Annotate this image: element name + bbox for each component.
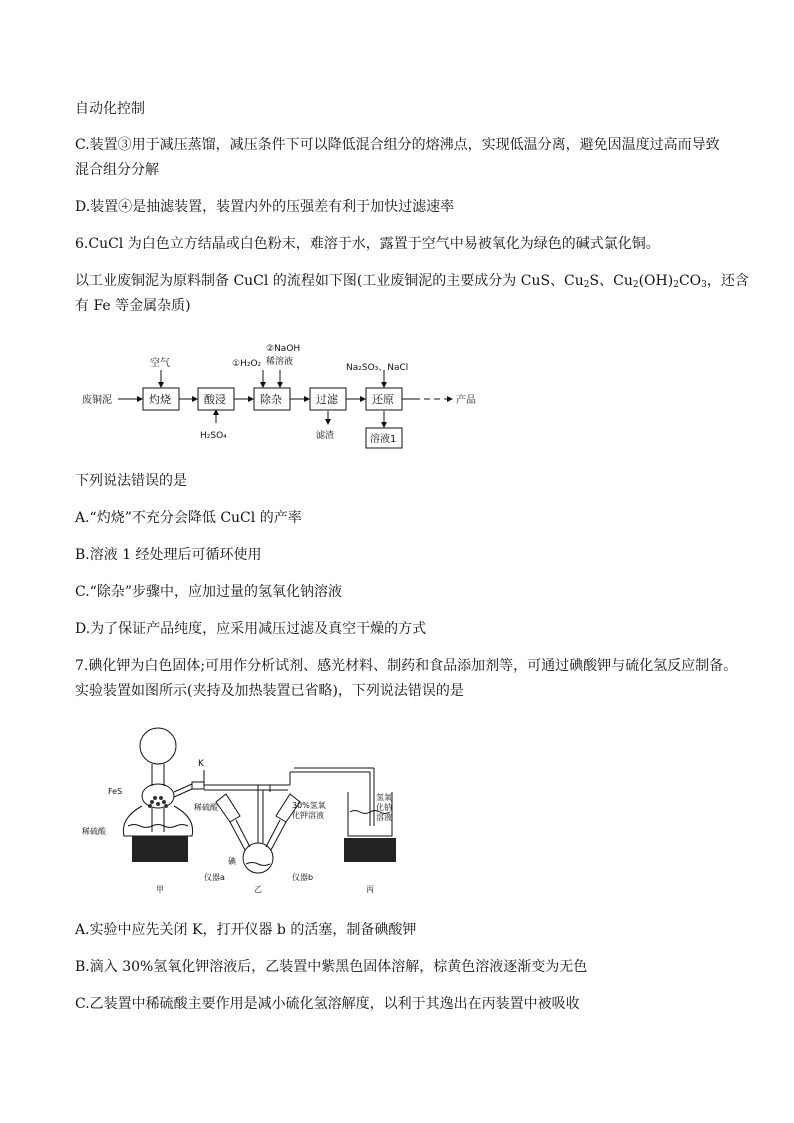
- label-dilute-acid-middle: 稀硫酸: [194, 803, 218, 812]
- label-naoh-1: 氢氧: [376, 793, 392, 802]
- question-7-stem: 7.碘化钾为白色固体;可用作分析试剂、感光材料、制药和食品添加剂等，可通过碘酸钾与硫化氢反应制备。: [75, 658, 738, 674]
- question-6-prompt: 下列说法错误的是: [75, 473, 187, 489]
- label-naoh-3: 溶液: [376, 813, 392, 822]
- question-6-text: 以工业废铜泥为原料制备 CuCl 的流程如下图(工业废铜泥的主要成分为 CuS、$Cu_2S$、$Cu_2(OH)_2CO_3$，还含: [75, 273, 749, 290]
- flow-step1-label: 灼烧: [149, 393, 171, 406]
- option-c-line: C.乙装置中稀硫酸主要作用是减小硫化氢溶解度，以利于其逸出在丙装置中被吸收: [75, 996, 580, 1012]
- lab-apparatus-diagram: [80, 722, 420, 898]
- label-naoh-2: 化钠: [376, 803, 392, 812]
- text-line: 混合组分分解: [75, 162, 159, 178]
- label-fes: FeS: [108, 787, 123, 796]
- label-jia: 甲: [156, 885, 164, 894]
- flow-step4-label: 过滤: [316, 393, 338, 406]
- label-koh-2: 化钾溶液: [292, 811, 324, 820]
- flow-residue-label: 滤渣: [316, 431, 335, 441]
- option-a-line: A.“灼烧”不充分会降低 CuCl 的产率: [75, 510, 302, 526]
- option-a-line: A.实验中应先关闭 K，打开仪器 b 的活塞，制备碘酸钾: [75, 922, 417, 938]
- flow-acid-label: H₂SO₄: [200, 431, 227, 441]
- label-iodine: 碘: [228, 857, 236, 866]
- label-bing: 丙: [366, 885, 374, 894]
- flow-reagent2b-label: 稀溶液: [266, 357, 294, 367]
- process-flowchart: [80, 338, 500, 450]
- flow-step5-label: 还原: [372, 393, 394, 406]
- flow-reagent1-label: ①H₂O₂: [232, 359, 262, 369]
- flow-reagent3-label: Na₂SO₃、NaCl: [346, 363, 409, 373]
- flow-air-label: 空气: [150, 358, 170, 369]
- label-instrument-a: 仪器a: [204, 873, 225, 882]
- question-6-stem: 6.CuCl 为白色立方结晶或白色粉末，难溶于水，露置于空气中易被氧化为绿色的碱式氯化铜。: [75, 236, 660, 252]
- option-d-line: D.为了保证产品纯度，应采用减压过滤及真空干燥的方式: [75, 621, 427, 637]
- flow-start-label: 废铜泥: [82, 395, 112, 406]
- flow-step3-label: 除杂: [260, 393, 282, 406]
- label-k: K: [198, 759, 204, 769]
- flow-step2-label: 酸浸: [204, 393, 226, 406]
- option-c-line: C.装置③用于减压蒸馏，减压条件下可以降低混合组分的熔沸点，实现低温分离，避免因温度过高而导致: [75, 137, 720, 153]
- flow-product-label: 产品: [456, 395, 476, 406]
- flow-solution-label: 溶液1: [370, 434, 397, 445]
- option-d-line: D.装置④是抽滤装置，装置内外的压强差有利于加快过滤速率: [75, 199, 455, 215]
- option-c-line: C.“除杂”步骤中，应加过量的氢氧化钠溶液: [75, 584, 342, 600]
- label-dilute-acid-left: 稀硫酸: [82, 827, 106, 836]
- label-instrument-b: 仪器b: [292, 873, 314, 882]
- flow-reagent2a-label: ②NaOH: [266, 344, 301, 354]
- text-line: 自动化控制: [75, 101, 145, 117]
- label-yi: 乙: [254, 885, 262, 894]
- text-line: 有 Fe 等金属杂质): [75, 298, 191, 314]
- option-b-line: B.溶液 1 经处理后可循环使用: [75, 547, 262, 563]
- question-7-text: 实验装置如图所示(夹持及加热装置已省略)，下列说法错误的是: [75, 683, 464, 699]
- label-koh-1: 30%氢氧: [292, 801, 326, 810]
- option-b-line: B.滴入 30%氢氧化钾溶液后，乙装置中紫黑色固体溶解，棕黄色溶液逐渐变为无色: [75, 959, 588, 975]
